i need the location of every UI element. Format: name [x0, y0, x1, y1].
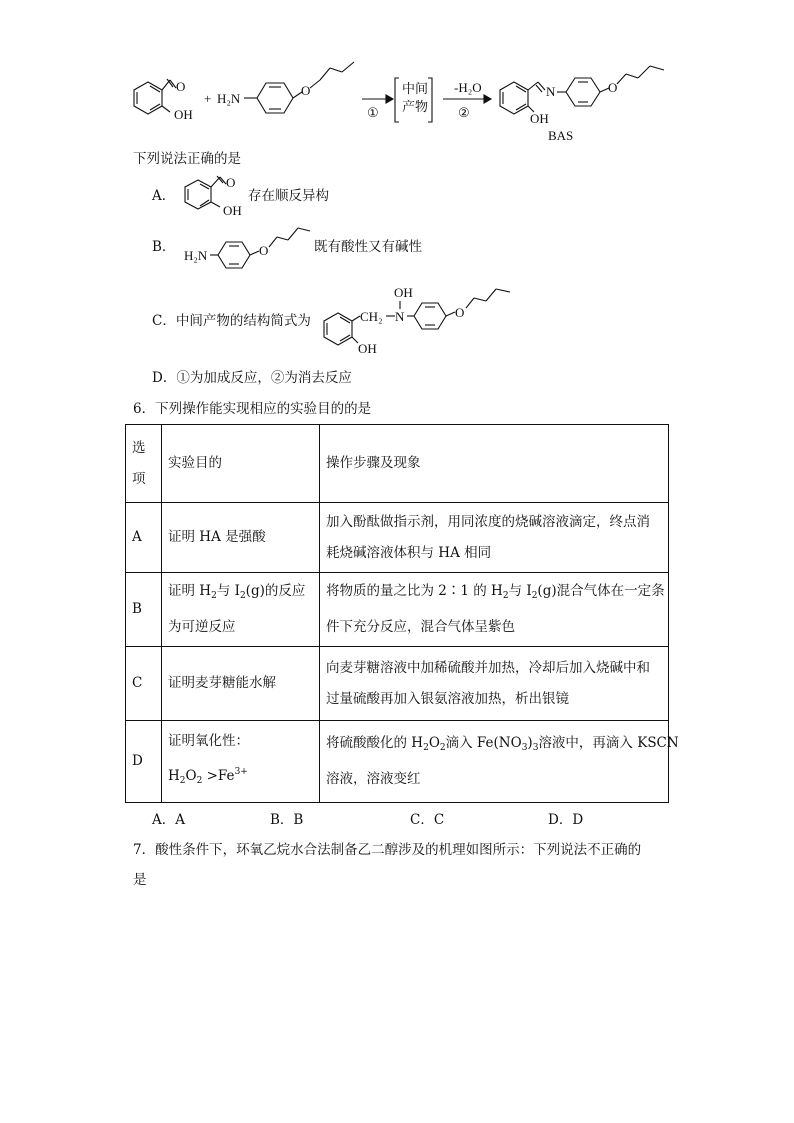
q5-a-oh-label: OH	[223, 203, 242, 218]
q5-stem: 下列说法正确的是	[133, 151, 241, 167]
plus-sign: +	[204, 91, 212, 106]
q5-option-b-text: 既有酸性又有碱性	[314, 239, 422, 255]
row-b-operation: 将物质的量之比为 2∶1 的 $H_2$与 $I_2(g)$混合气体在一定条 件下充分反应，混合气体呈紫色	[320, 573, 669, 647]
q6-choice-d: D．D	[548, 812, 584, 828]
aldehyde-o-label: O	[176, 79, 186, 94]
phenol-oh-label: OH	[174, 107, 193, 122]
product-oh-label: OH	[530, 111, 549, 126]
bracket-left	[395, 78, 399, 122]
q5-option-a-structure	[178, 170, 248, 220]
bracket-right	[428, 78, 432, 122]
table-header-row	[126, 425, 669, 503]
product-n-label: N	[546, 84, 556, 99]
header-option-cell: 选 项	[126, 425, 162, 503]
q6-stem: 6．下列操作能实现相应的实验目的的是	[133, 401, 372, 417]
product-o-label: O	[608, 80, 618, 95]
step-1-label: ①	[367, 105, 379, 120]
row-a-operation: 加入酚酞做指示剂，用同浓度的烧碱溶液滴定，终点消 耗烧碱溶液体积与 HA 相同	[320, 503, 669, 573]
q5-c-ch2-label: CH₂	[360, 309, 383, 324]
q5-option-b-letter: B．	[152, 239, 176, 255]
q5-option-a-text: 存在顺反异构	[248, 188, 329, 204]
product-name-bas: BAS	[548, 128, 574, 143]
q5-c-o-label: O	[455, 305, 465, 320]
q6-choice-c: C．C	[410, 812, 445, 828]
q5-c-oh-top-label: OH	[394, 285, 413, 300]
q5-c-oh-label: OH	[358, 341, 377, 356]
table-row	[126, 721, 669, 803]
step-2-condition: -H₂O	[454, 80, 482, 95]
q5-option-a-letter: A．	[152, 188, 176, 204]
table-row	[126, 503, 669, 573]
intermediate-top-label: 中间	[402, 81, 429, 96]
header-operation-cell: 操作步骤及现象	[320, 425, 669, 503]
header-purpose-cell: 实验目的	[162, 425, 320, 503]
row-d-purpose: 证明氧化性： $H_2O_2 >Fe^{3+}$	[162, 721, 320, 803]
q5-option-b-structure	[182, 222, 312, 272]
row-b-purpose: 证明 $H_2$与 $I_2(g)$的反应 为可逆反应	[162, 573, 320, 647]
q5-c-n-label: N	[395, 309, 405, 324]
row-d-option: D	[126, 721, 162, 803]
table-row	[126, 573, 669, 647]
experiment-table	[125, 424, 679, 803]
bas-product-structure	[500, 66, 664, 114]
butoxyaniline-structure	[244, 62, 354, 113]
q5-option-d-text: D．①为加成反应，②为消去反应	[152, 370, 352, 386]
q7-stem-line2: 是	[133, 872, 147, 888]
row-b-option: B	[126, 573, 162, 647]
row-c-operation: 向麦芽糖溶液中加稀硫酸并加热，冷却后加入烧碱中和 过量硫酸再加入银氨溶液加热，析出银镜	[320, 647, 669, 721]
q5-option-c-text: C．中间产物的结构简式为	[152, 313, 311, 329]
table-row	[126, 647, 669, 721]
q5-b-h2n-label: H₂N	[184, 248, 208, 263]
q5-a-o-label: O	[226, 175, 236, 190]
salicylaldehyde-structure	[134, 79, 176, 114]
row-a-option: A	[126, 503, 162, 573]
reaction-scheme	[120, 58, 680, 148]
step-2-label: ②	[458, 105, 470, 120]
q5-option-c-structure	[316, 283, 516, 358]
q7-stem-line1: 7．酸性条件下，环氧乙烷水合法制备乙二醇涉及的机理如图所示：下列说法不正确的	[133, 842, 642, 858]
row-c-option: C	[126, 647, 162, 721]
intermediate-bottom-label: 产物	[402, 99, 429, 114]
q6-choice-a: A．A	[152, 812, 185, 828]
row-d-operation: 将硫酸酸化的 $H_2O_2$滴入 $Fe(NO_3)_3$溶液中，再滴入 KSCN 溶液，溶液变红	[320, 721, 669, 803]
row-a-purpose: 证明 HA 是强酸	[162, 503, 320, 573]
amine-h2n-label: H₂N	[217, 91, 241, 106]
q5-b-o-label: O	[259, 243, 269, 258]
row-c-purpose: 证明麦芽糖能水解	[162, 647, 320, 721]
q6-choice-b: B．B	[270, 812, 304, 828]
ether-o-label: O	[301, 83, 311, 98]
